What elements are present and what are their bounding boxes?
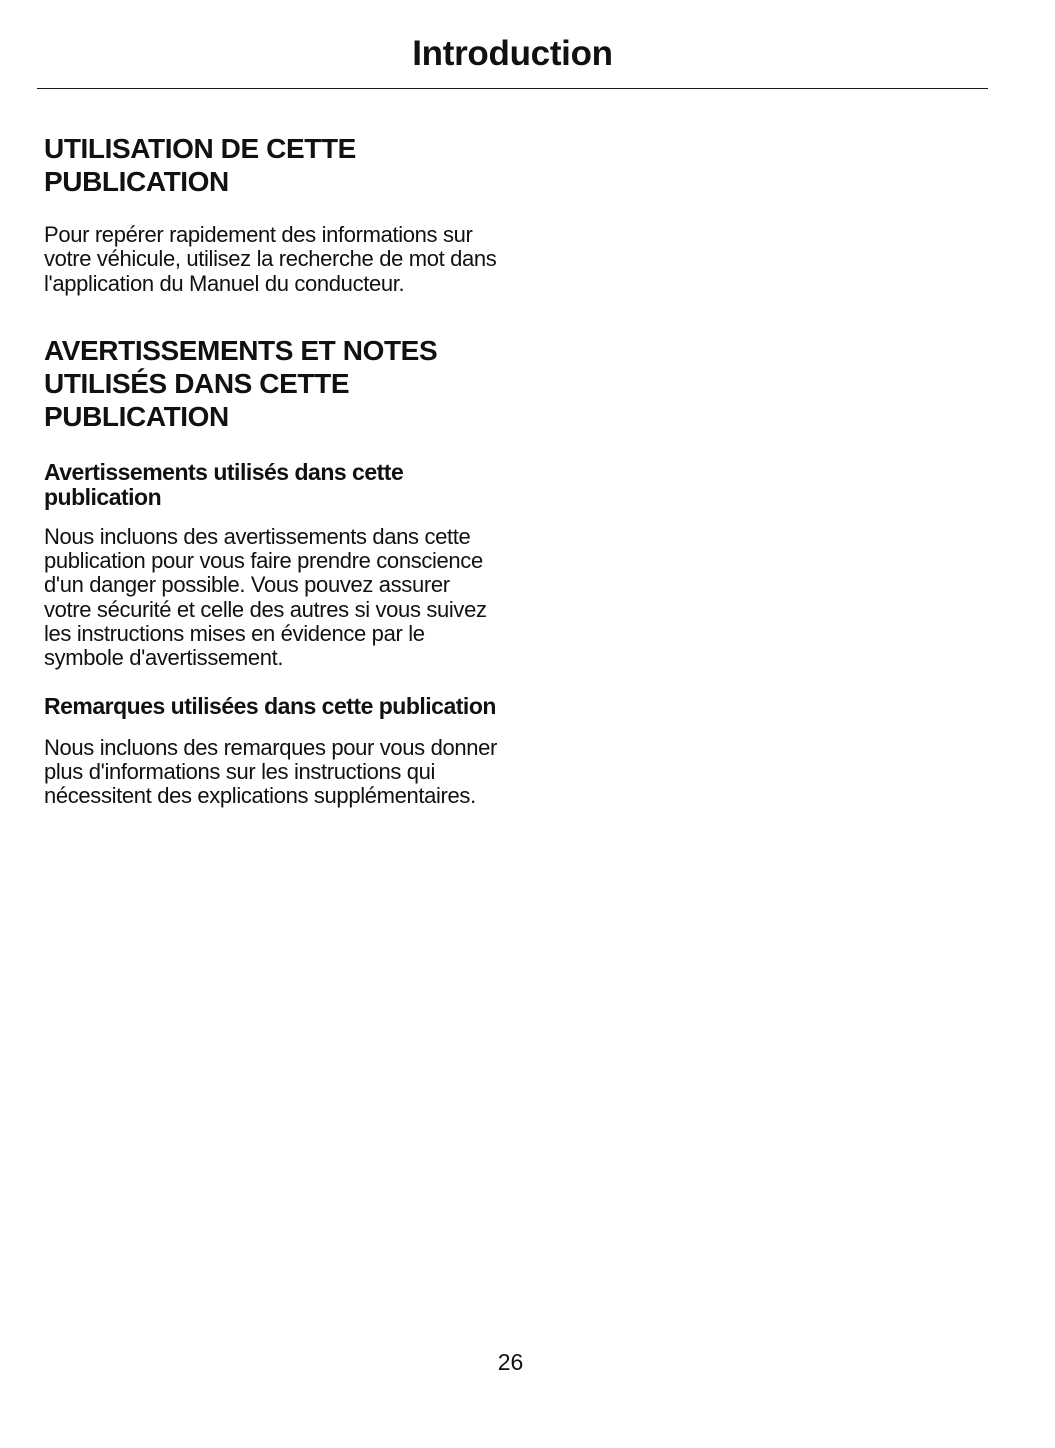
page-number: 26: [497, 1349, 524, 1375]
section-heading-warnings-notes: AVERTISSEMENTS ET NOTES UTILISÉS DANS CETTE PUBLICATION: [44, 334, 438, 432]
section-heading-using-publication: UTILISATION DE CETTE PUBLICATION: [44, 133, 356, 197]
page-header: [37, 0, 988, 89]
subsection-heading-warnings: Avertissements utilisés dans cette publication: [44, 458, 404, 510]
section-warnings-notes: [44, 334, 499, 809]
subsection-warnings: [44, 460, 499, 671]
content-column: [44, 132, 499, 809]
section-using-publication: [44, 132, 499, 296]
section-body-using-publication: Pour repérer rapidement des informations sur votre véhicule, utilisez la recherche de mot dans l'application du Manuel du conducteur.: [44, 222, 497, 296]
subsection-notes: [44, 694, 499, 809]
subsection-body-notes: Nous incluons des remarques pour vous donner plus d'informations sur les instructions qui nécessitent des explications supplémentaires.: [44, 734, 497, 809]
page-title: Introduction: [412, 34, 613, 73]
subsection-heading-notes: Remarques utilisées dans cette publication: [44, 692, 496, 719]
subsection-body-warnings: Nous incluons des avertissements dans cette publication pour vous faire prendre conscience d'un danger possible. Vous pouvez assurer votre sécurité et celle des autres si vous suivez les instructions mises en évidence par le symbole d'avertissement.: [44, 523, 487, 671]
